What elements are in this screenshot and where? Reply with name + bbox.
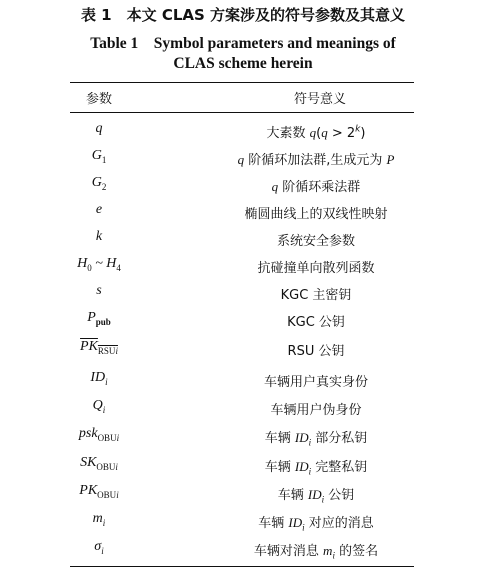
table-row xyxy=(70,507,414,534)
meaning-cell: 车辆 $ID_i$ 完整私钥 xyxy=(264,459,368,477)
table-row xyxy=(70,422,414,449)
meaning-cell: 车辆用户真实身份 xyxy=(263,375,368,390)
table-caption-en-line1: Table 1 Symbol parameters and meanings of xyxy=(90,35,396,52)
table-row xyxy=(70,252,414,279)
meaning-cell: q 阶循环加法群,生成元为 P xyxy=(237,152,395,168)
parameter-cell: $PK_{RSUi}$ xyxy=(80,339,118,356)
meaning-cell: RSU 公钥 xyxy=(287,344,345,359)
parameter-cell: $PK_{OBUi}$ xyxy=(79,483,119,500)
table-row xyxy=(70,225,414,252)
table-row xyxy=(70,535,414,562)
meaning-cell: 车辆用户伪身份 xyxy=(270,403,362,418)
table-caption-zh: 表 1 本文 CLAS 方案涉及的符号参数及其意义 xyxy=(80,6,406,24)
table-row xyxy=(70,306,414,333)
meaning-cell: q 阶循环乘法群 xyxy=(271,179,361,195)
table-row xyxy=(70,335,414,362)
table-row xyxy=(70,479,414,506)
meaning-cell: 车辆对消息 $m_i$ 的签名 xyxy=(253,543,379,561)
parameter-cell: $P_{pub}$ xyxy=(87,310,111,327)
meaning-cell: 椭圆曲线上的双线性映射 xyxy=(244,207,388,222)
meaning-cell: 大素数 $q(q > 2^k)$ xyxy=(266,124,366,141)
table-row xyxy=(70,366,414,393)
parameter-cell: s xyxy=(96,283,102,298)
table-row xyxy=(70,279,414,306)
table-bottom-rule xyxy=(70,566,414,567)
table-caption-en-line2: CLAS scheme herein xyxy=(173,55,313,72)
table-top-rule xyxy=(70,82,414,83)
meaning-cell: 抗碰撞单向散列函数 xyxy=(257,261,375,276)
parameter-cell: $G_2$ xyxy=(91,175,107,192)
parameter-cell: $SK_{OBUi}$ xyxy=(80,455,118,472)
parameter-cell: $ID_i$ xyxy=(90,370,108,387)
parameter-cell: $\sigma_i$ xyxy=(94,539,104,556)
header-parameter: 参数 xyxy=(85,92,112,107)
parameter-cell: $Q_i$ xyxy=(92,398,106,415)
table-row xyxy=(70,144,414,171)
parameter-cell: $H_0$ ~ $H_4$ xyxy=(77,256,121,273)
parameter-cell: e xyxy=(95,202,103,217)
table-row xyxy=(70,451,414,478)
table-row xyxy=(70,198,414,225)
parameter-cell: $m_i$ xyxy=(92,511,106,528)
meaning-cell: 车辆 $ID_i$ 对应的消息 xyxy=(258,515,374,533)
header-meaning: 符号意义 xyxy=(293,92,346,107)
table-row xyxy=(70,394,414,421)
meaning-cell: KGC 公钥 xyxy=(287,315,345,330)
parameter-cell: psk$_{OBUi}$ xyxy=(78,426,120,443)
table-row xyxy=(70,171,414,198)
parameter-cell: k xyxy=(95,229,103,244)
parameter-cell: $G_1$ xyxy=(91,148,107,165)
meaning-cell: KGC 主密钥 xyxy=(280,288,352,303)
meaning-cell: 车辆 $ID_i$ 公钥 xyxy=(277,487,355,505)
table-row xyxy=(70,117,414,144)
parameter-cell: q xyxy=(95,121,103,136)
table-header-rule xyxy=(70,112,414,113)
meaning-cell: 系统安全参数 xyxy=(276,234,355,249)
meaning-cell: 车辆 $ID_i$ 部分私钥 xyxy=(264,430,368,448)
